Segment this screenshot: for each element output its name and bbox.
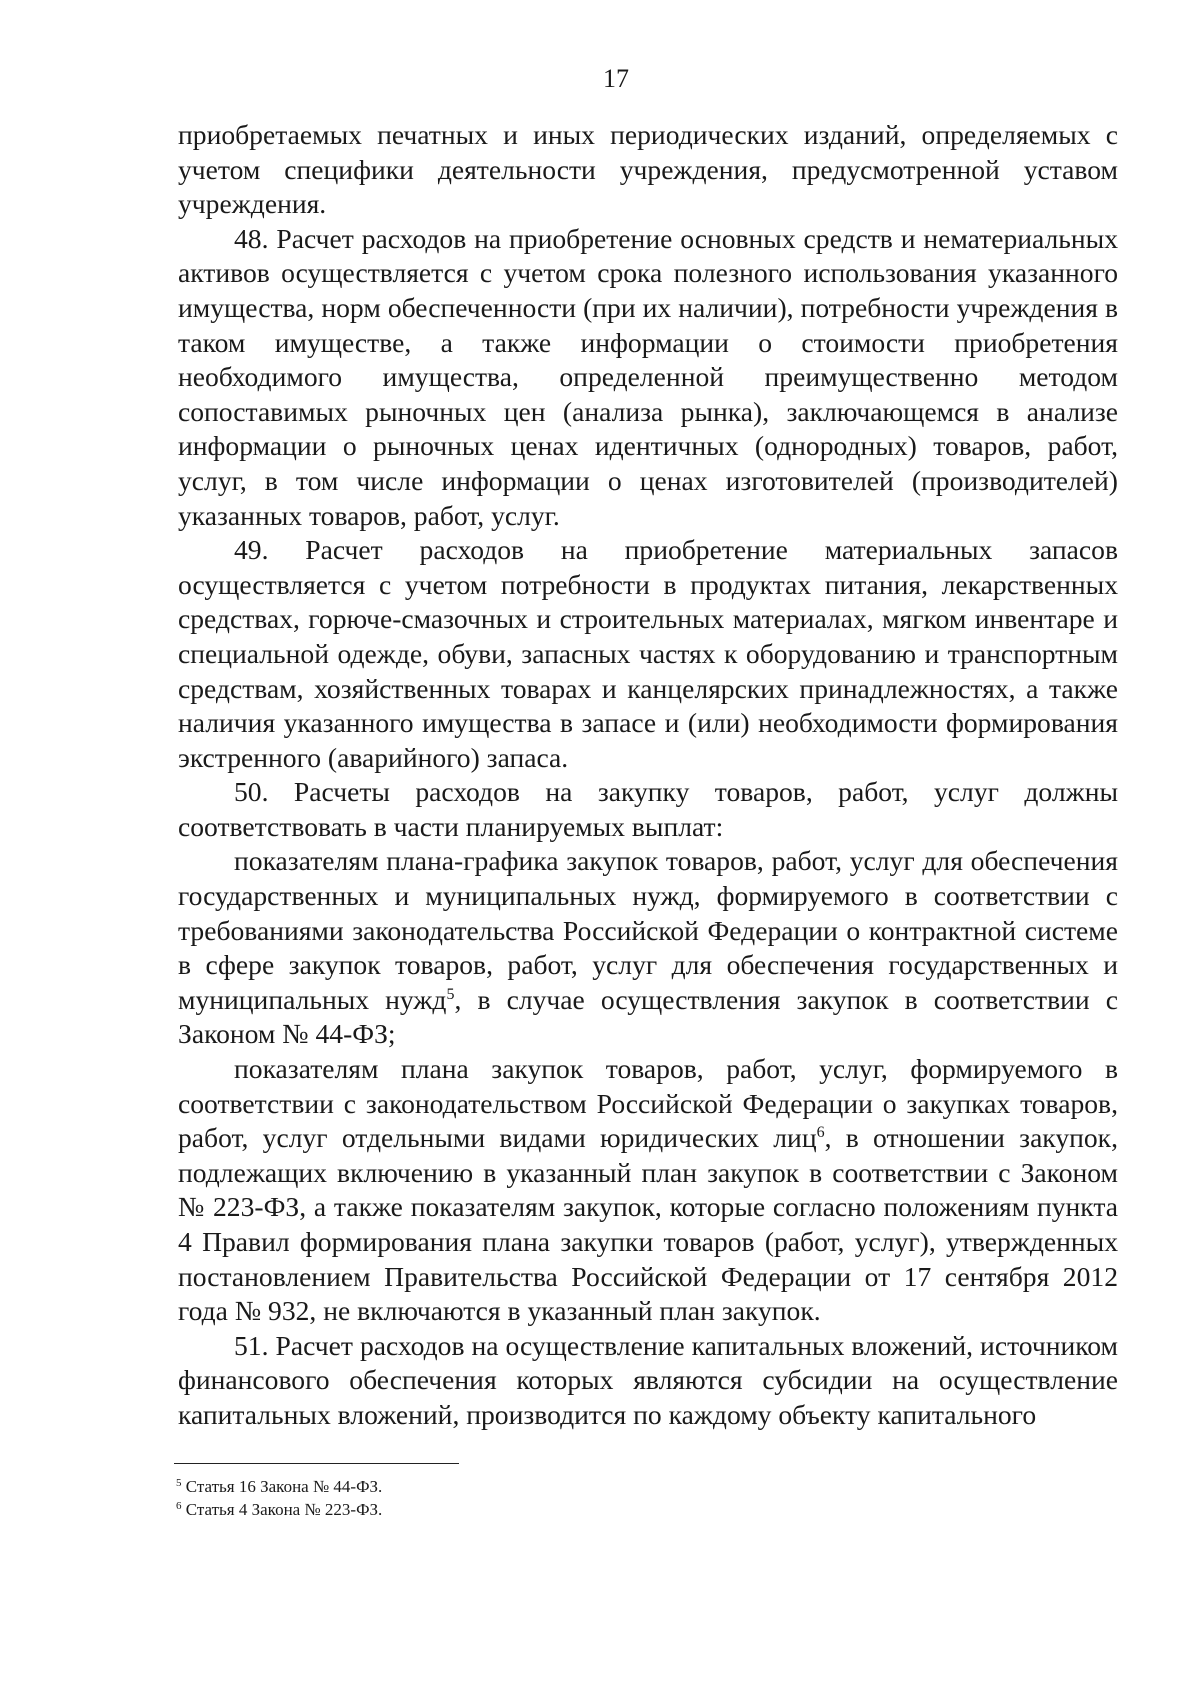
footnote-text: Статья 4 Закона № 223-ФЗ. [181, 1500, 383, 1519]
footnote-mark: 5 [176, 1477, 182, 1489]
footnote [176, 1475, 382, 1498]
paragraph [178, 775, 1118, 844]
footnote [176, 1498, 382, 1521]
footnote-text: Статья 16 Закона № 44-ФЗ. [181, 1477, 383, 1496]
paragraph [178, 844, 1118, 1052]
footnote-reference: 6 [816, 1124, 825, 1142]
paragraph-text: показателям плана закупок товаров, работ, услуг, формируемого в соответствии с законодательством Российской Федерации о закупках товаров, работ, услуг отдельными видами юридических лиц [178, 1053, 1118, 1154]
body-text [178, 118, 1118, 1433]
footnotes [176, 1475, 382, 1521]
paragraph-text: показателям плана-графика закупок товаров, работ, услуг для обеспечения государственных и муниципальных нужд, формируемого в соответствии с требованиями законодательства Российской Федерации о контрактной системе в сфере закупок товаров, работ, услуг для обеспечения государственных и муниципальных нужд [178, 845, 1118, 1015]
paragraph [178, 1052, 1118, 1329]
paragraph-text: 51. Расчет расходов на осуществление капитальных вложений, источником финансового обеспечения которых являются субсидии на осуществление капитальных вложений, производится по каждому объекту капитального [178, 1329, 1118, 1430]
page-number: 17 [603, 64, 629, 93]
footnote-reference: 5 [446, 985, 455, 1003]
paragraph [178, 118, 1118, 222]
paragraph [178, 222, 1118, 533]
paragraph [178, 533, 1118, 775]
footnote-mark: 6 [176, 1500, 182, 1512]
footnote-separator [174, 1463, 459, 1464]
paragraph-text: приобретаемых печатных и иных периодических изданий, определяемых с учетом специфики деятельности учреждения, предусмотренной уставом учреждения. [178, 119, 1118, 220]
paragraph-text: 50. Расчеты расходов на закупку товаров, работ, услуг должны соответствовать в части планируемых выплат: [178, 776, 1118, 842]
paragraph-text: , в случае осуществления закупок в соответствии с Законом № 44-ФЗ; [178, 983, 1118, 1050]
paragraph-text: 49. Расчет расходов на приобретение материальных запасов осуществляется с учетом потребности в продуктах питания, лекарственных средствах, горюче-смазочных и строительных материалах, мягком инвентаре и специальной одежде, обуви, запасных частях к оборудованию и транспортным средствам, хозяйственных товарах и канцелярских принадлежностях, а также наличия указанного имущества в запасе и (или) необходимости формирования экстренного (аварийного) запаса. [178, 534, 1118, 773]
paragraph-text: , в отношении закупок, подлежащих включению в указанный план закупок в соответствии с Законом № 223-ФЗ, а также показателям закупок, которые согласно положениям пункта 4 Правил формирования плана закупки товаров (работ, услуг), утвержденных постановлением Правительства Российской Федерации от 17 сентября 2012 года № 932, не включаются в указанный план закупок. [178, 1122, 1118, 1327]
paragraph-text: 48. Расчет расходов на приобретение основных средств и нематериальных активов осуществляется с учетом срока полезного использования указанного имущества, норм обеспеченности (при их наличии), потребности учреждения в таком имуществе, а также информации о стоимости приобретения необходимого имущества, определенной преимущественно методом сопоставимых рыночных цен (анализа рынка), заключающемся в анализе информации о рыночных ценах идентичных (однородных) товаров, работ, услуг, в том числе информации о ценах изготовителей (производителей) указанных товаров, работ, услуг. [178, 222, 1118, 531]
paragraph [178, 1329, 1118, 1433]
